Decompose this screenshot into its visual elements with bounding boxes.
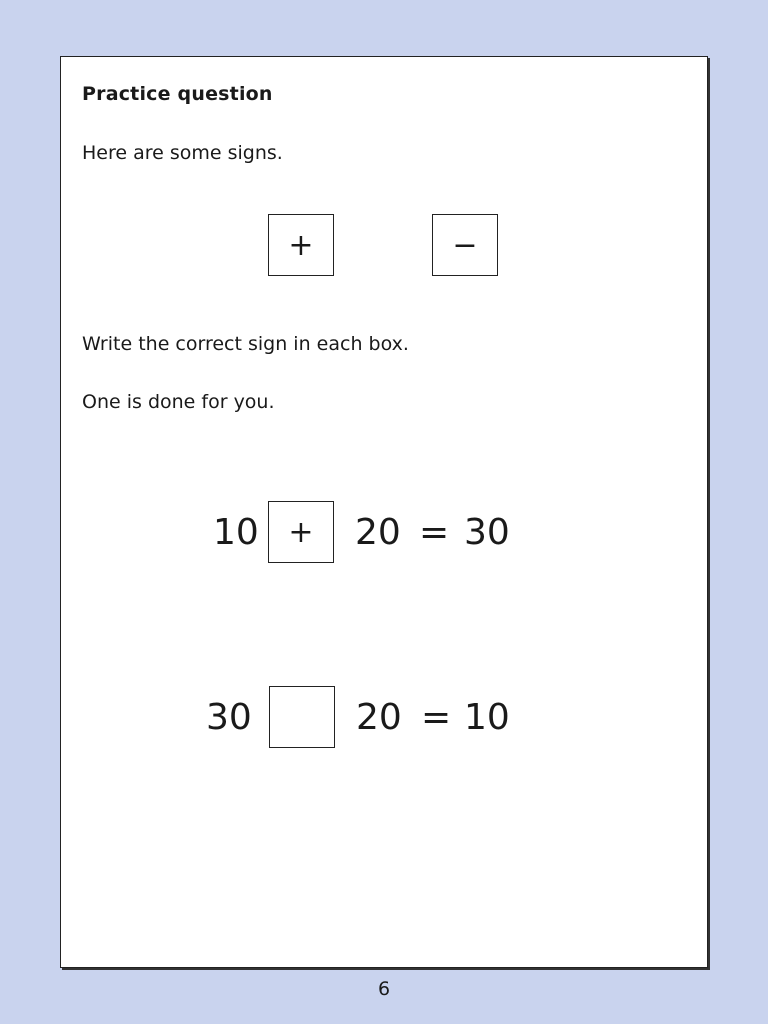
plus-sign: + bbox=[288, 227, 314, 263]
minus-sign-box bbox=[432, 214, 498, 276]
intro-text: Here are some signs. bbox=[82, 142, 283, 164]
eq1-sign: + bbox=[288, 514, 314, 550]
eq1-result: 30 bbox=[464, 512, 510, 553]
page-number: 6 bbox=[377, 978, 391, 1000]
eq2-equals: = bbox=[421, 697, 452, 738]
eq2-result: 10 bbox=[464, 697, 510, 738]
worksheet-page bbox=[60, 56, 708, 968]
instruction-text: Write the correct sign in each box. bbox=[82, 333, 409, 355]
eq1-equals: = bbox=[419, 512, 450, 553]
minus-sign: − bbox=[452, 227, 478, 263]
eq1-operand-a: 10 bbox=[213, 512, 259, 553]
example-note: One is done for you. bbox=[82, 391, 275, 413]
eq2-operand-a: 30 bbox=[206, 697, 252, 738]
eq2-answer-box[interactable] bbox=[269, 686, 335, 748]
plus-sign-box bbox=[268, 214, 334, 276]
eq1-sign-box bbox=[268, 501, 334, 563]
page-heading: Practice question bbox=[82, 83, 273, 105]
eq2-operand-b: 20 bbox=[356, 697, 402, 738]
eq1-operand-b: 20 bbox=[355, 512, 401, 553]
